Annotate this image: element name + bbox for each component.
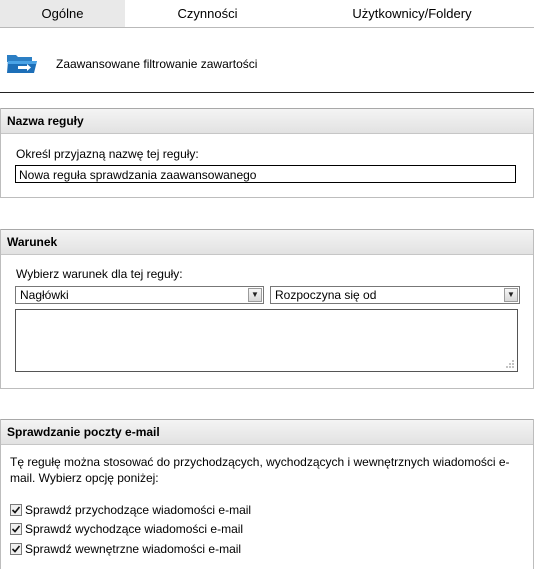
rule-header bbox=[0, 28, 534, 93]
tab-actions[interactable]: Czynności bbox=[177, 6, 238, 21]
scan-outgoing-label: Sprawdź wychodzące wiadomości e-mail bbox=[25, 522, 244, 536]
tab-bar bbox=[0, 0, 534, 28]
scan-incoming-label: Sprawdź przychodzące wiadomości e-mail bbox=[25, 503, 252, 517]
tab-general[interactable]: Ogólne bbox=[0, 0, 125, 27]
chevron-down-icon[interactable]: ▼ bbox=[248, 288, 262, 302]
rule-name-label: Określ przyjazną nazwę tej reguły: bbox=[16, 147, 199, 161]
scan-outgoing-checkbox[interactable] bbox=[10, 523, 22, 535]
condition-operator-select[interactable] bbox=[270, 286, 520, 304]
mail-scan-section bbox=[0, 419, 534, 569]
mail-scan-heading: Sprawdzanie poczty e-mail bbox=[1, 419, 533, 445]
check-icon bbox=[11, 524, 21, 534]
scan-internal-checkbox[interactable] bbox=[10, 543, 22, 555]
condition-operator-value: Rozpoczyna się od bbox=[275, 288, 377, 302]
check-icon bbox=[11, 505, 21, 515]
condition-field-select[interactable] bbox=[15, 286, 264, 304]
condition-label: Wybierz warunek dla tej reguły: bbox=[16, 267, 183, 281]
scan-incoming-checkbox[interactable] bbox=[10, 504, 22, 516]
condition-heading: Warunek bbox=[1, 229, 533, 255]
scan-outgoing-option[interactable] bbox=[10, 521, 243, 537]
condition-field-value: Nagłówki bbox=[20, 288, 69, 302]
mail-scan-description: Tę regułę można stosować do przychodzących, wychodzących i wewnętrznych wiadomości e-mail. Wybierz opcję poniżej: bbox=[10, 455, 510, 485]
scan-incoming-option[interactable] bbox=[10, 502, 251, 518]
folder-open-icon bbox=[6, 52, 38, 74]
chevron-down-icon[interactable]: ▼ bbox=[504, 288, 518, 302]
rule-name-heading: Nazwa reguły bbox=[1, 108, 533, 134]
condition-value-textarea[interactable] bbox=[15, 309, 518, 372]
check-icon bbox=[11, 544, 21, 554]
scan-internal-option[interactable] bbox=[10, 541, 241, 557]
rule-name-section bbox=[0, 108, 534, 198]
scan-internal-label: Sprawdź wewnętrzne wiadomości e-mail bbox=[25, 542, 242, 556]
rule-type-title: Zaawansowane filtrowanie zawartości bbox=[56, 57, 258, 71]
resize-grip-icon[interactable] bbox=[505, 359, 515, 369]
rule-name-input[interactable]: Nowa reguła sprawdzania zaawansowanego bbox=[15, 165, 516, 183]
tab-users-folders[interactable]: Użytkownicy/Foldery bbox=[352, 6, 472, 21]
condition-section bbox=[0, 229, 534, 389]
